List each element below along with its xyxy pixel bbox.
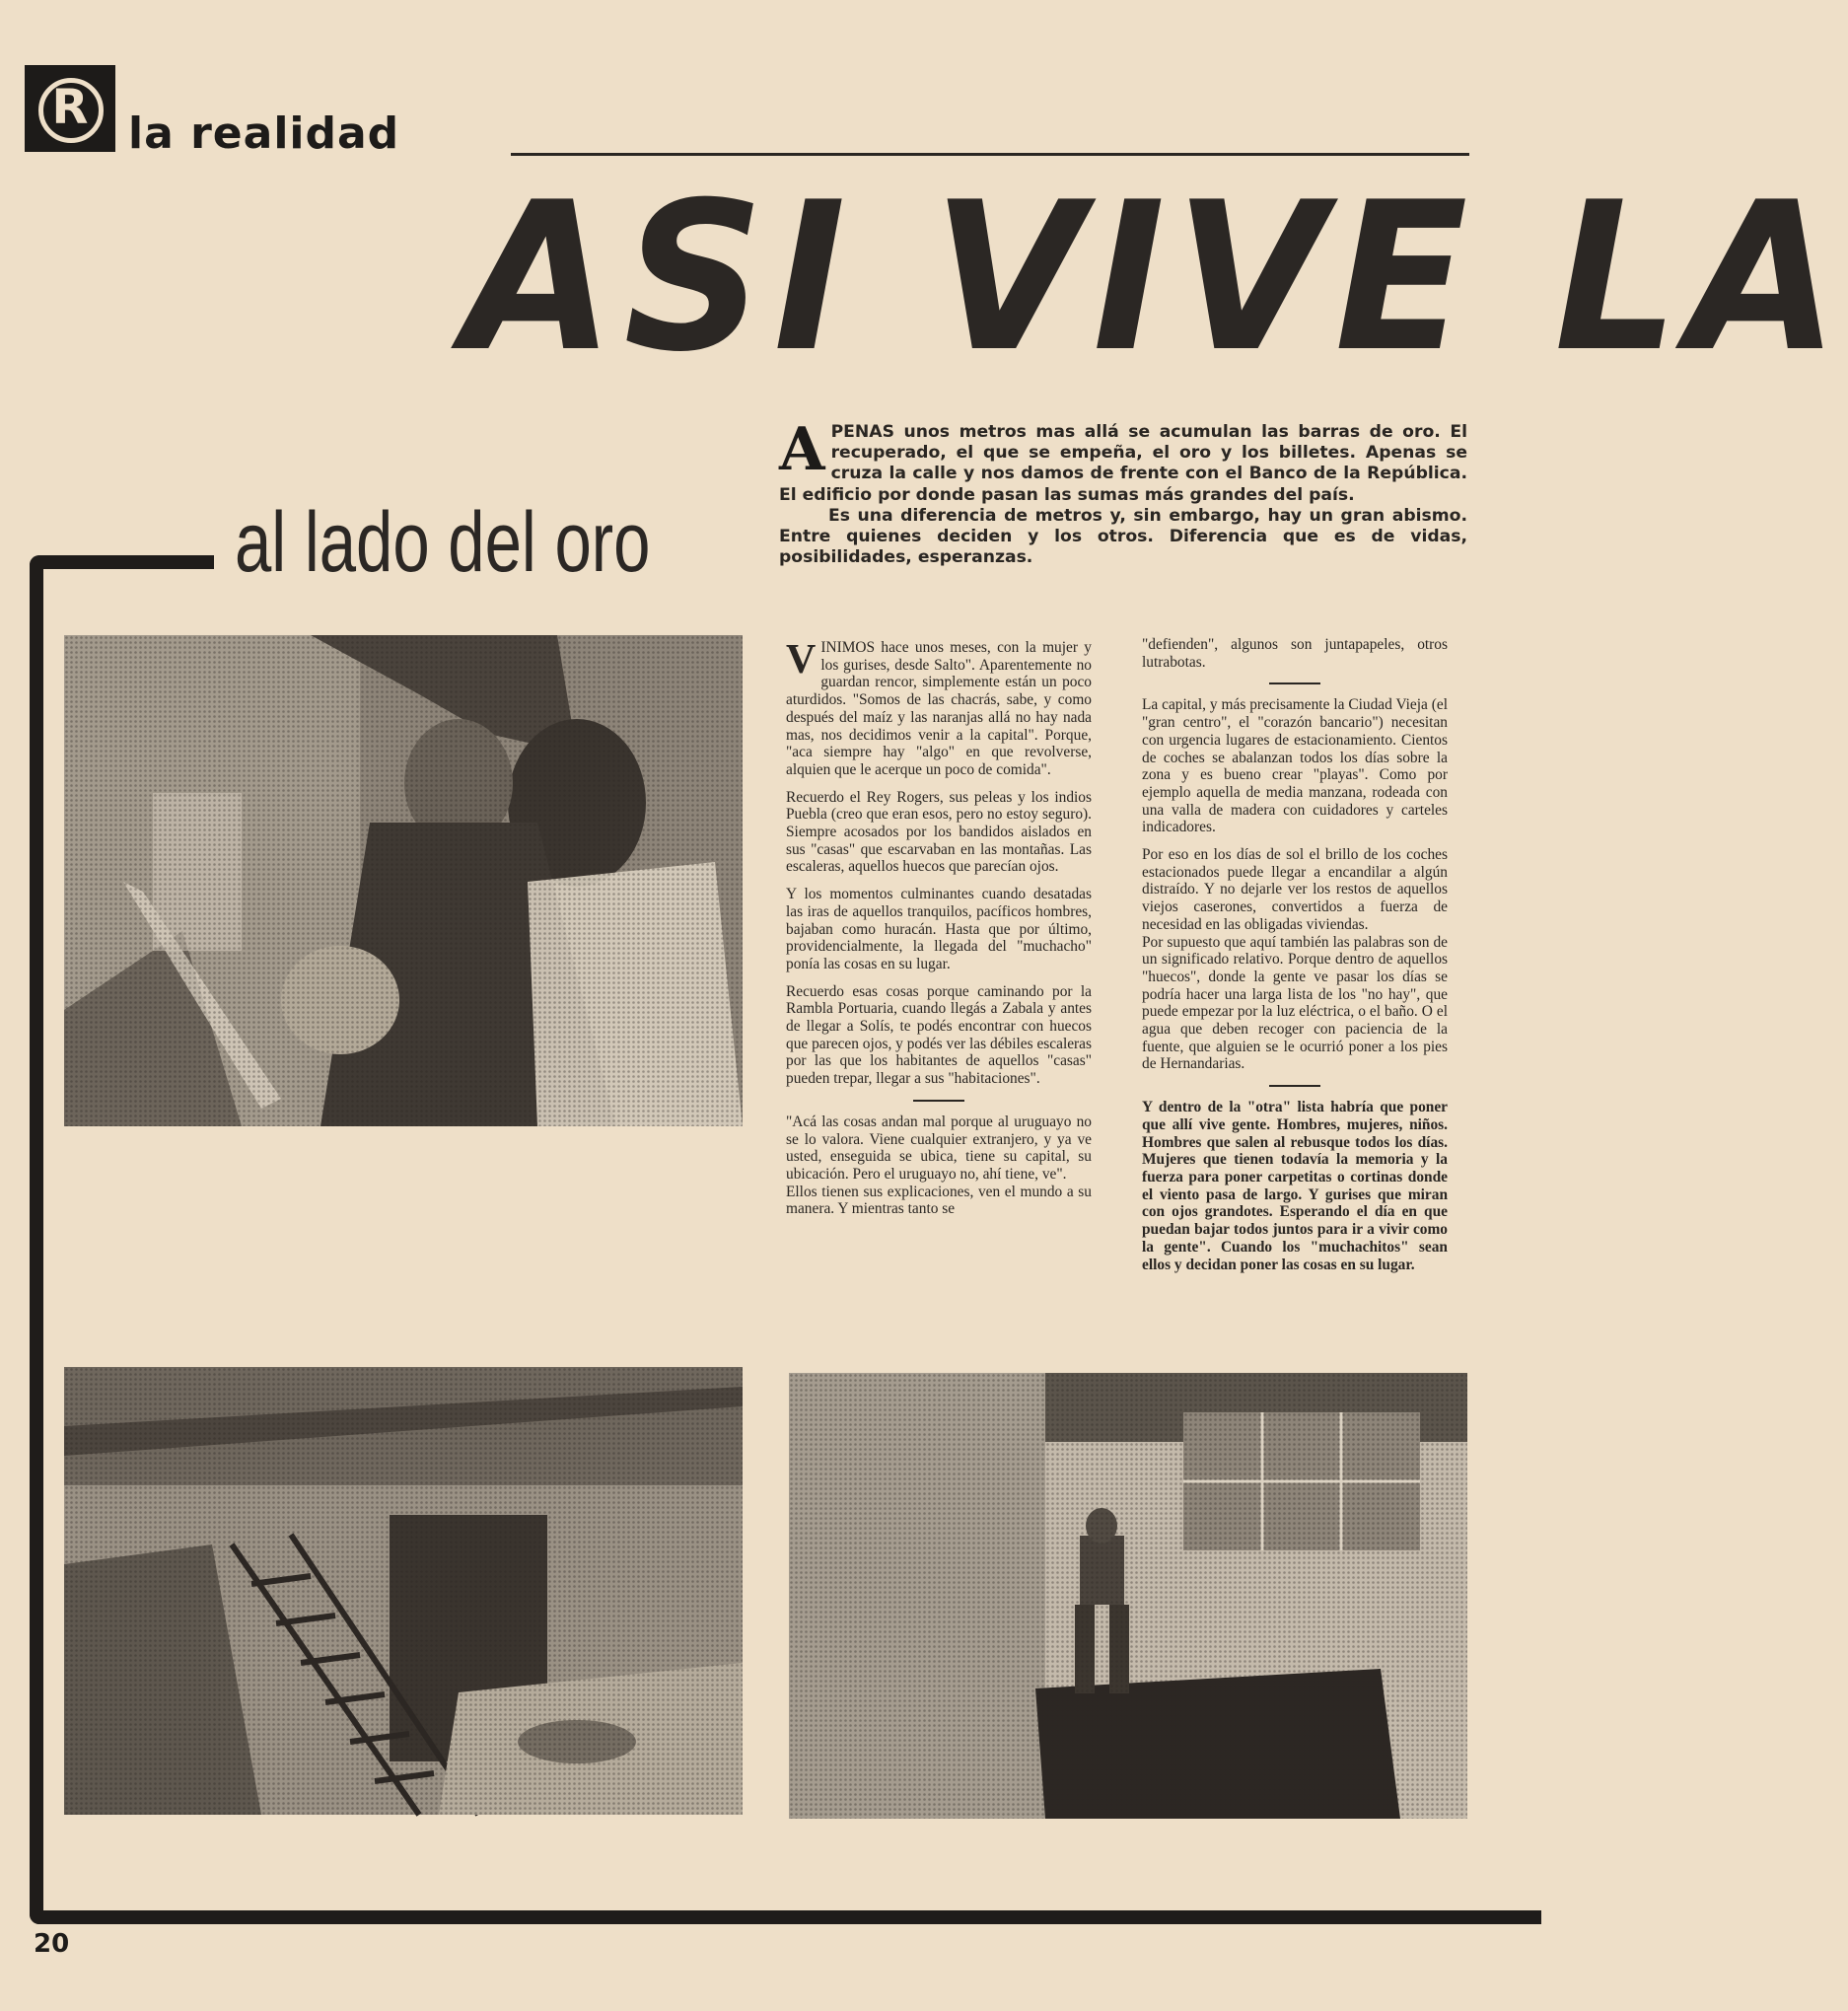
column2-paragraph-2: Por eso en los días de sol el brillo de los coches estacionados puede llegar a encandilar a algún distraído. Y no dejarle ver los restos de aquellos viejos caserones, convertidos a fuerza de necesidad en las obligadas viviendas. [1142,846,1448,933]
column2-paragraph-1: La capital, y más precisamente la Ciudad Vieja (el "gran centro", el "corazón bancario") necesitan con urgencia lugares de estacionamiento. Cientos de coches se abalanzan todos los días sobre la zona y es bueno crear "playas". Como por ejemplo aquella de media manzana, rodeada con una valla de madera con cuidadores y carteles indicadores. [1142,696,1448,836]
column1-drop-cap: V [786,637,817,682]
column1-paragraph-2: Recuerdo el Rey Rogers, sus peleas y los indios Puebla (creo que eran esos, pero no estoy seguro). Siempre acosados por los bandidos aislados en sus "casas" que escarvaban en las montañas. Las escaleras, aquellos huecos que parecían ojos. [786,788,1092,876]
column2-separator-1 [1269,682,1320,684]
section-label: la realidad [128,108,400,159]
photo-mother-child [64,635,743,1126]
column1-paragraph-4: Recuerdo esas cosas porque caminando por la Rambla Portuaria, cuando llegás a Zabala y antes de llegar a Solís, te podés encontrar con huecos que parecen ojos, y podés ver las débiles escaleras por las que los habitantes de aquellos "casas" pueden trepar, llegar a sus "habitaciones". [786,982,1092,1088]
subheadline: al lado del oro [235,495,651,590]
photo-staircase-ruins [64,1367,743,1815]
logo-letter: R [51,80,89,135]
column1-separator [913,1100,964,1102]
frame-top-segment [30,555,214,569]
photo-boy-on-wall [789,1373,1467,1819]
article-column-2 [1142,636,1448,1283]
magazine-logo [25,65,115,152]
column1-paragraph-6: Ellos tienen sus explicaciones, ven el mundo a su manera. Y mientras tanto se [786,1183,1092,1218]
column1-paragraph-5: "Acá las cosas andan mal porque al uruguayo no se lo valora. Viene cualquier extranjero, y ya ve usted, enseguida se ubica, tiene su capital, su ubicación. Pero el uruguayo no, ahí tiene, ve". [786,1113,1092,1183]
headline: ASI VIVE LA [463,159,1848,397]
frame-left-bar [30,555,43,1924]
column2-paragraph-3: Por supuesto que aquí también las palabras son de un significado relativo. Porque dentro de aquellos "huecos", donde la gente ve pasar los días se podría hacer una larga lista de los "no hay", que puede empezar por la luz eléctrica, o el baño. O el agua que deben recoger con paciencia de la fuente, que alguien se le ocurrió poner a los pies de Hernandarias. [1142,933,1448,1073]
column2-separator-2 [1269,1085,1320,1087]
intro-text-2: Es una diferencia de metros y, sin embargo, hay un gran abismo. Entre quienes deciden y los otros. Diferencia que es de vidas, posibilidades, esperanzas. [779,505,1467,568]
intro-drop-cap: A [779,415,825,484]
header-rule [511,153,1469,156]
column2-paragraph-4: Y dentro de la "otra" lista habría que poner que allí vive gente. Hombres, mujeres, niños. Hombres que salen al rebusque todos los días. Mujeres que tienen todavía la memoria y la fuerza para poner carpetitas o cortinas donde el viento pasa de largo. Y gurises que miran con ojos grandotes. Esperando el día en que puedan bajar todos juntos para ir a vivir como la gente". Cuando los "muchachitos" sean ellos y decidan poner las cosas en su lugar. [1142,1099,1448,1273]
page-number: 20 [34,1929,70,1959]
intro-text-1: PENAS unos metros mas allá se acumulan las barras de oro. El recuperado, el que se empeña, el oro y los billetes. Apenas se cruza la calle y nos damos de frente con el Banco de la República. El edificio por donde pasan las sumas más grandes del país. [779,422,1467,505]
column1-paragraph-3: Y los momentos culminantes cuando desatadas las iras de aquellos tranquilos, pacíficos hombres, bajaban como huracán. Hasta que por último, providencialmente, la llegada del "muchacho" ponía las cosas en su lugar. [786,886,1092,972]
frame-bottom-bar [30,1910,1541,1924]
column1-paragraph-1: INIMOS hace unos meses, con la mujer y los gurises, desde Salto". Aparentemente no guardan rencor, simplemente están un poco aturdidos. "Somos de las chacrás, sabe, y como después del maíz y las naranjas allá no hay nada mas, nos decidimos venir a la capital". Porque, "aca siempre hay "algo" en que revolverse, alquien que le acerque un poco de comida". [786,639,1092,778]
column2-paragraph-0: "defienden", algunos son juntapapeles, otros lutrabotas. [1142,636,1448,671]
intro-paragraph [779,415,1467,568]
article-column-1 [786,639,1092,1218]
